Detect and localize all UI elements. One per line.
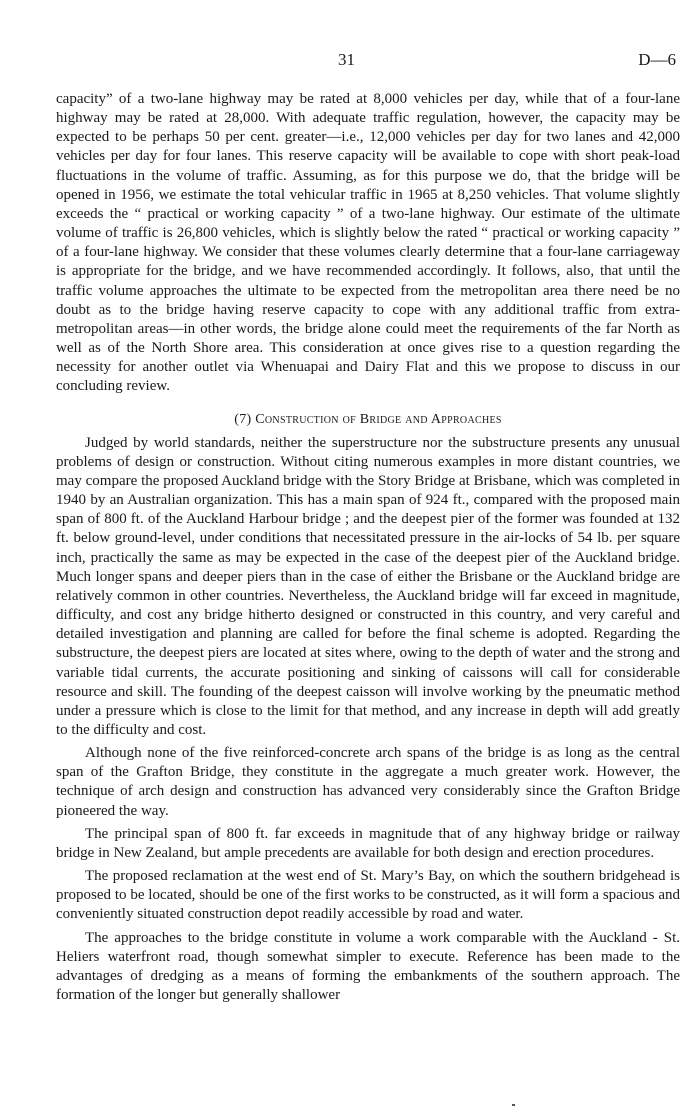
paragraph-world-standards: Judged by world standards, neither the superstructure nor the substructure presents any unusual problems of design or construction. Without citing numerous examples in more distant countries, we may compare the proposed Auckland bridge with the Story Bridge at Brisbane, which was completed in 1940 by an Australian organization. This has a main span of 924 ft., compared with the proposed main span of 800 ft. of the Auckland Harbour bridge ; and the deepest pier of the former was founded at 132 ft. below ground-level, under conditions that necessitated pressure in the air-locks of 54 lb. per square inch, practically the same as may be expected in the case of the deepest pier of the Auckland bridge. Much longer spans and deeper piers than in the case of either the Brisbane or the Auckland bridge are relatively common in other countries. Nevertheless, the Auckland bridge will far exceed in magnitude, difficulty, and cost any bridge hitherto designed or constructed in this country, and very careful and detailed investigation and planning are called for before the final scheme is adopted. Regarding the substructure, the deepest piers are located at sites where, owing to the depth of water and the strong and variable tidal currents, the accurate positioning and sinking of caissons will call for considerable resource and skill. The founding of the deepest caisson will involve working by the pneumatic method under a pressure which is close to the limit for that method, and any increase in depth will add greatly to the difficulty and cost. <box>56 434 680 738</box>
paragraph-arch-spans: Although none of the five reinforced-concrete arch spans of the bridge is as long as the central span of the Grafton Bridge, they constitute in the aggregate a much greater work. However, the technique of arch design and construction has advanced very considerably since the Grafton Bridge pioneered the way. <box>56 745 680 819</box>
document-reference: D—6 <box>638 50 676 69</box>
page-mark <box>512 1104 515 1106</box>
page-number: 31 <box>338 50 355 69</box>
paragraph-reclamation: The proposed reclamation at the west end of St. Mary’s Bay, on which the southern bridgehead is proposed to be located, should be one of the first works to be constructed, as it will form a spacious and conveniently situated construction depot readily accessible by road and water. <box>56 868 680 923</box>
section-heading-construction: (7) Construction of Bridge and Approaches <box>234 411 502 427</box>
paragraph-approaches: The approaches to the bridge constitute in volume a work comparable with the Auckland - St. Heliers waterfront road, though somewhat simpler to execute. Reference has been made to the advantages of dredging as a means of forming the embankments of the southern approach. The formation of the longer but generally shallower <box>56 929 680 1004</box>
paragraph-traffic-capacity: capacity” of a two-lane highway may be rated at 8,000 vehicles per day, while that of a four-lane highway may be rated at 28,000. With adequate traffic regulation, however, the capacity may be expected to be perhaps 50 per cent. greater—i.e., 12,000 vehicles per day for two lanes and 42,000 vehicles per day for four lanes. This reserve capacity will be available to cope with short peak-load fluctuations in the volume of traffic. Assuming, as for this purpose we do, that the bridge will be opened in 1956, we estimate the total vehicular traffic in 1965 at 8,250 vehicles. That volume slightly exceeds the “ practical or working capacity ” of a two-lane highway. Our estimate of the ultimate volume of traffic is 26,800 vehicles, which is slightly below the rated “ practical or working capacity ” of a four-lane highway. We consider that these volumes clearly determine that a four-lane carriageway is appropriate for the bridge, and we have recommended accordingly. It follows, also, that until the traffic volume approaches the ultimate to be expected from the metropolitan area there need be no doubt as to the bridge having reserve capacity to cope with any additional traffic from extra-metropolitan areas—in other words, the bridge alone could meet the requirements of the far North as well as of the North Shore area. This consideration at once gives rise to a question regarding the necessity for another outlet via Whenuapai and Dairy Flat and this we propose to discuss in our concluding review. <box>56 91 680 395</box>
paragraph-principal-span: The principal span of 800 ft. far exceeds in magnitude that of any highway bridge or railway bridge in New Zealand, but ample precedents are available for both design and erection procedures. <box>56 825 680 861</box>
body-text <box>56 90 680 1005</box>
